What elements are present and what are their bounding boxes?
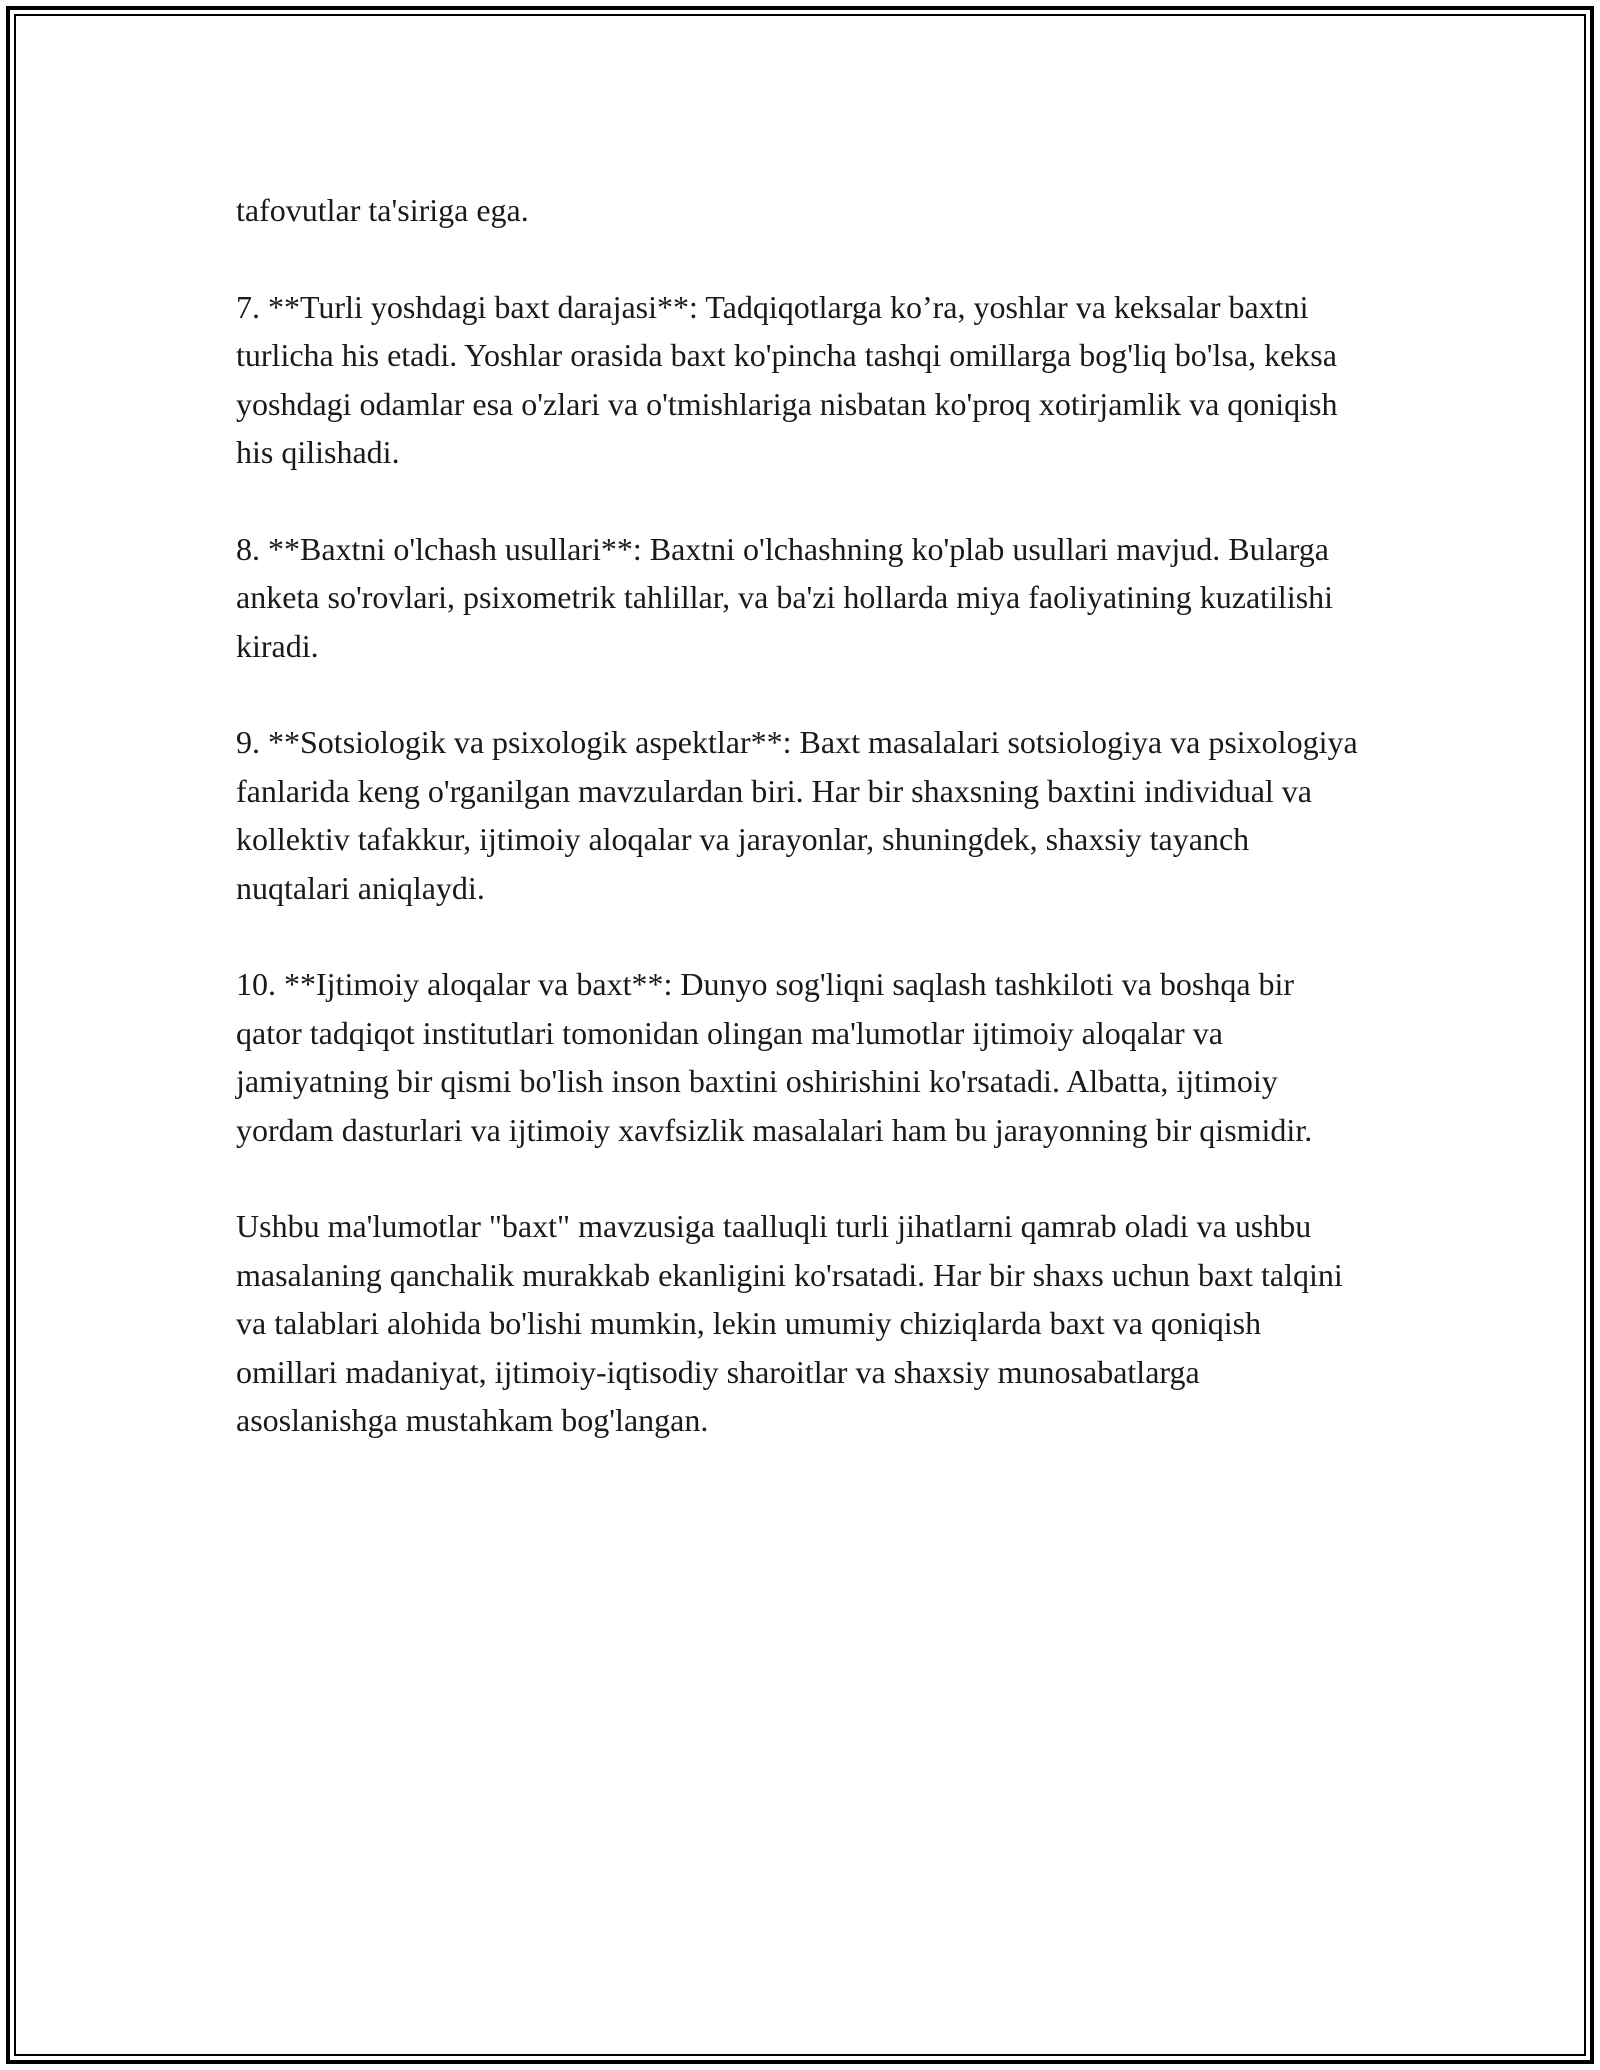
paragraph-item-7: 7. **Turli yoshdagi baxt darajasi**: Tadqiqotlarga ko’ra, yoshlar va keksalar baxtni turlicha his etadi. Yoshlar orasida baxt ko'pincha tashqi omillarga bog'liq bo'lsa, keksa yoshdagi odamlar esa o'zlari va o'tmishlariga nisbatan ko'proq xotirjamlik va qoniqish his qilishadi. <box>236 288 1338 471</box>
document-body <box>236 186 1366 1444</box>
paragraph-continuation: tafovutlar ta'siriga ega. <box>236 192 529 228</box>
paragraph-item-10: 10. **Ijtimoiy aloqalar va baxt**: Dunyo sog'liqni saqlash tashkiloti va boshqa bir qator tadqiqot institutlari tomonidan olingan ma'lumotlar ijtimoiy aloqalar va jamiyatning bir qismi bo'lish inson baxtini oshirishini ko'rsatadi. Albatta, ijtimoiy yordam dasturlari va ijtimoiy xavfsizlik masalalari ham bu jarayonning bir qismidir. <box>236 966 1313 1148</box>
paragraph-conclusion: Ushbu ma'lumotlar "baxt" mavzusiga taalluqli turli jihatlarni qamrab oladi va ushbu masalaning qanchalik murakkab ekanligini ko'rsatadi. Har bir shaxs uchun baxt talqini va talablari alohida bo'lishi mumkin, lekin umumiy chiziqlarda baxt va qoniqish omillari madaniyat, ijtimoiy-iqtisodiy sharoitlar va shaxsiy munosabatlarga asoslanishga mustahkam bog'langan. <box>236 1208 1343 1439</box>
paragraph-item-9: 9. **Sotsiologik va psixologik aspektlar**: Baxt masalalari sotsiologiya va psixologiya fanlarida keng o'rganilgan mavzulardan biri. Har bir shaxsning baxtini individual va kollektiv tafakkur, ijtimoiy aloqalar va jarayonlar, shuningdek, shaxsiy tayanch nuqtalari aniqlaydi. <box>236 724 1358 906</box>
paragraph-item-8: 8. **Baxtni o'lchash usullari**: Baxtni o'lchashning ko'plab usullari mavjud. Bularga anketa so'rovlari, psixometrik tahlillar, va ba'zi hollarda miya faoliyatining kuzatilishi kiradi. <box>236 530 1334 664</box>
